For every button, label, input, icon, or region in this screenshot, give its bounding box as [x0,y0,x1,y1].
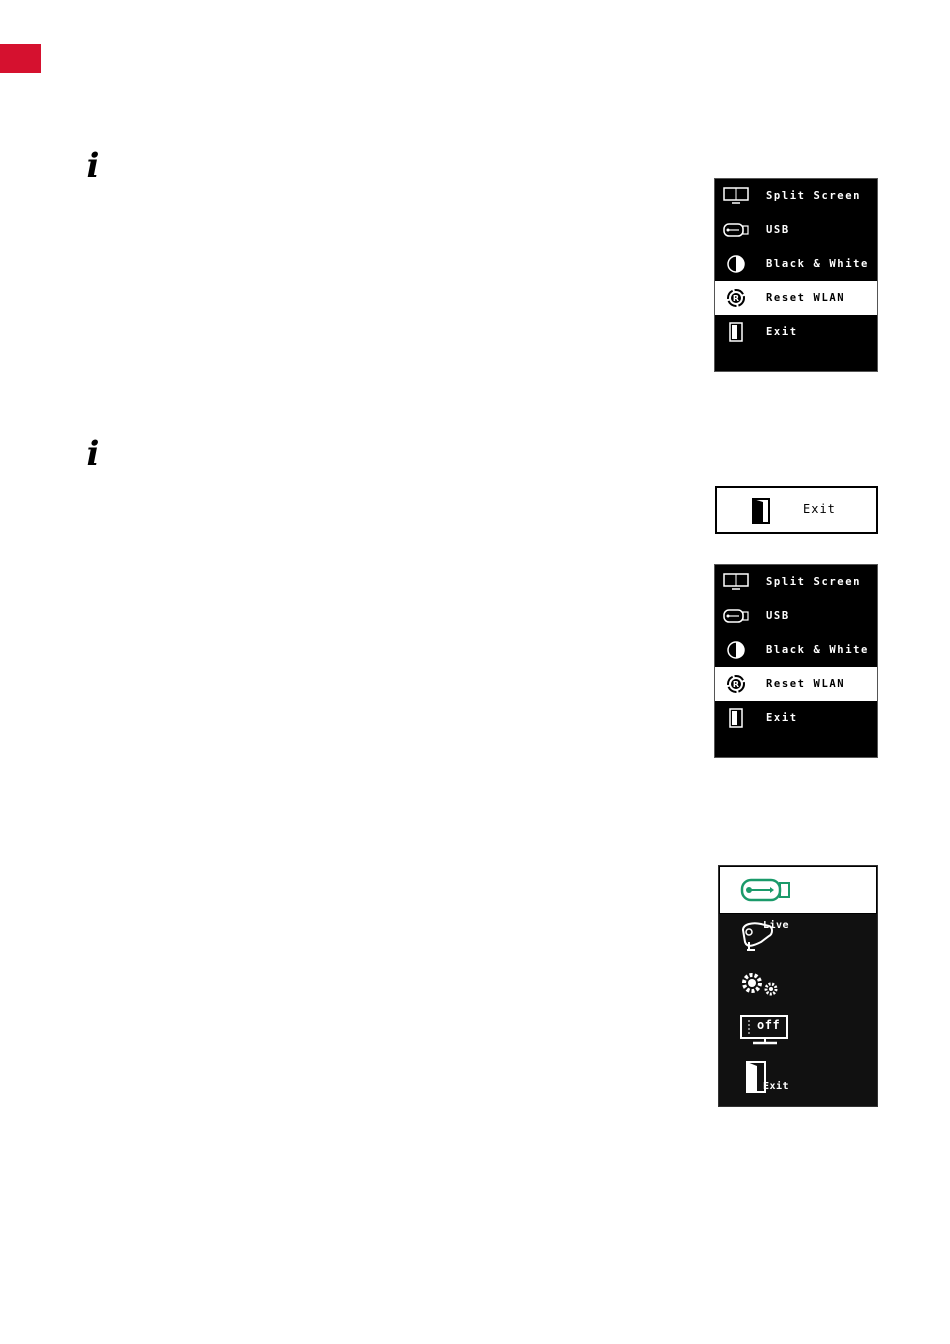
svg-text:R: R [732,680,740,689]
usb-icon [722,220,750,240]
off-label: off [757,1018,781,1032]
reset-wlan-icon [722,288,750,308]
exit-door-icon [722,322,750,342]
menu-item-split-screen[interactable] [715,179,877,213]
exit-label: Exit [763,1081,790,1092]
info-icon: i [86,146,100,186]
menu-item-exit[interactable] [715,315,877,349]
menu-item-label: Black & White [766,258,869,270]
reset-wlan-icon [722,674,750,694]
osd-menu [714,564,878,758]
menu-item-label: Exit [766,326,798,338]
monitor-split-icon [722,572,750,592]
menu-item-label: Black & White [766,644,869,656]
info-icon: i [86,434,100,474]
osd-menu [714,178,878,372]
menu-item-split-screen[interactable] [715,565,877,599]
exit-dialog[interactable] [715,486,878,534]
menu-item-label: Reset WLAN [766,292,846,304]
menu-item-label: USB [766,224,790,236]
usb-icon [722,606,750,626]
menu-item-label: Split Screen [766,190,862,202]
monitor-split-icon [722,186,750,206]
menu-item-label: Split Screen [766,576,862,588]
contrast-icon [722,640,750,660]
exit-door-icon[interactable] [745,1060,769,1098]
chapter-tab [0,44,41,73]
menu-item-exit[interactable] [715,701,877,735]
menu-item-reset-wlan[interactable] [715,667,877,701]
live-label: Live [763,920,790,931]
menu-item-label: USB [766,610,790,622]
menu-item-label: Exit [766,712,798,724]
exit-door-icon [722,708,750,728]
svg-text:R: R [732,294,740,303]
menu-item-reset-wlan[interactable] [715,281,877,315]
exit-label: Exit [803,502,836,516]
usb-icon [740,877,792,907]
settings-gears-icon[interactable] [739,970,783,1002]
menu-item-usb[interactable] [715,599,877,633]
menu-item-usb[interactable] [715,213,877,247]
exit-door-icon [751,498,771,528]
menu-item-black-white[interactable] [715,247,877,281]
contrast-icon [722,254,750,274]
menu-item-label: Reset WLAN [766,678,846,690]
menu-item-black-white[interactable] [715,633,877,667]
icon-menu-selected-item[interactable] [719,866,877,914]
icon-menu [718,865,878,1107]
